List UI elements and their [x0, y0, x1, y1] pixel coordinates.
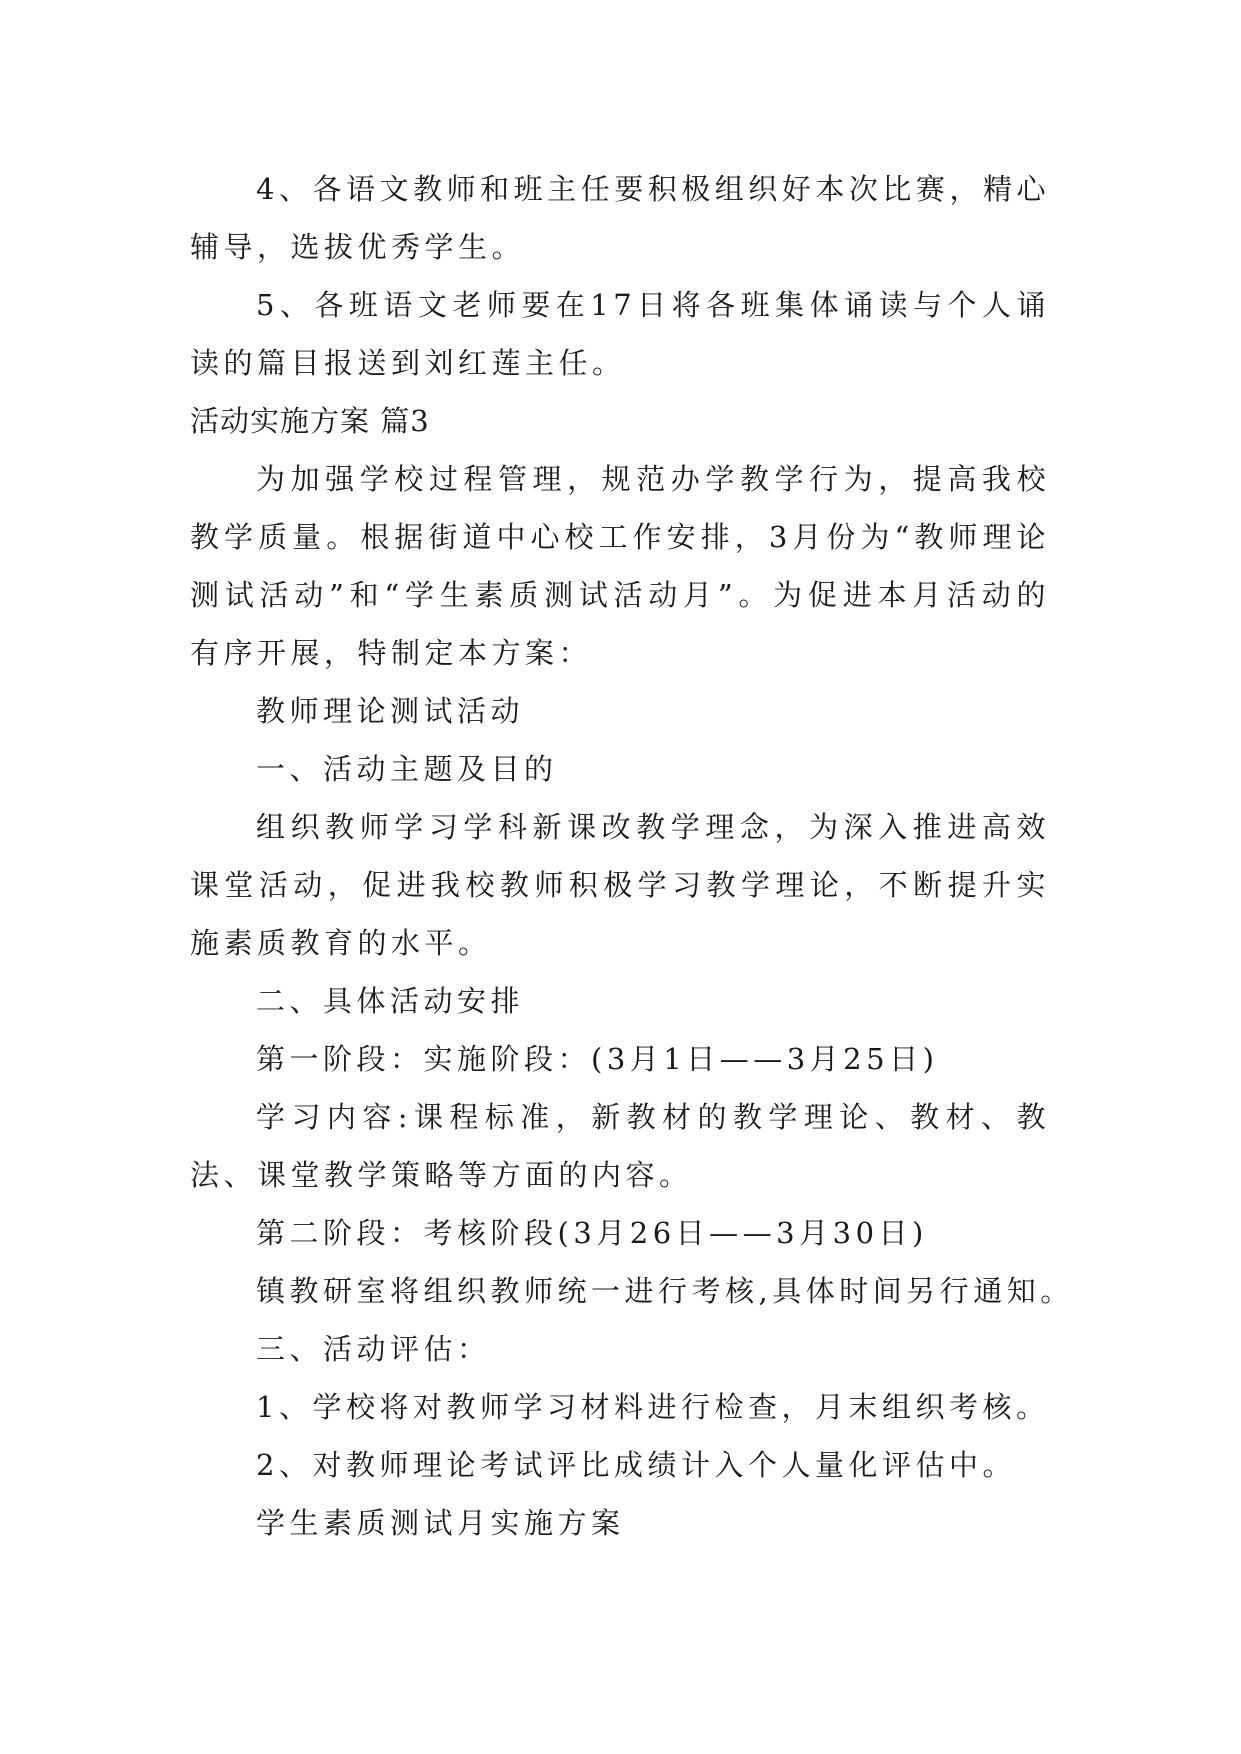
paragraph: 为加强学校过程管理，规范办学教学行为，提高我校教学质量。根据街道中心校工作安排，3月份为“教师理论测试活动”和“学生素质测试活动月”。为促进本月活动的有序开展，特制定本方案： — [190, 462, 1050, 670]
subsection-title: 教师理论测试活动 — [256, 694, 525, 728]
paragraph: 学习内容:课程标准，新教材的教学理论、教材、教法、课堂教学策略等方面的内容。 — [190, 1100, 1050, 1192]
paragraph: 第一阶段：实施阶段：(3月1日——3月25日) — [256, 1042, 939, 1076]
paragraph: 组织教师学习学科新课改教学理念，为深入推进高效课堂活动，促进我校教师积极学习教学理论，不断提升实施素质教育的水平。 — [190, 810, 1050, 960]
paragraph: 第二阶段：考核阶段(3月26日——3月30日) — [256, 1216, 928, 1250]
paragraph: 5、各班语文老师要在17日将各班集体诵读与个人诵读的篇目报送到刘红莲主任。 — [190, 288, 1050, 380]
paragraph: 一、活动主题及目的 — [256, 752, 558, 786]
paragraph: 2、对教师理论考试评比成绩计入个人量化评估中。 — [256, 1448, 1016, 1482]
paragraph: 4、各语文教师和班主任要积极组织好本次比赛，精心辅导，选拔优秀学生。 — [190, 172, 1050, 264]
paragraph: 三、活动评估： — [256, 1332, 491, 1366]
subsection-title: 学生素质测试月实施方案 — [256, 1506, 625, 1540]
paragraph: 1、学校将对教师学习材料进行检查，月末组织考核。 — [256, 1390, 1050, 1424]
document-body — [190, 160, 1074, 1552]
paragraph: 二、具体活动安排 — [256, 984, 525, 1018]
paragraph: 镇教研室将组织教师统一进行考核,具体时间另行通知。 — [256, 1274, 1074, 1308]
section-heading: 活动实施方案 篇3 — [190, 404, 430, 438]
